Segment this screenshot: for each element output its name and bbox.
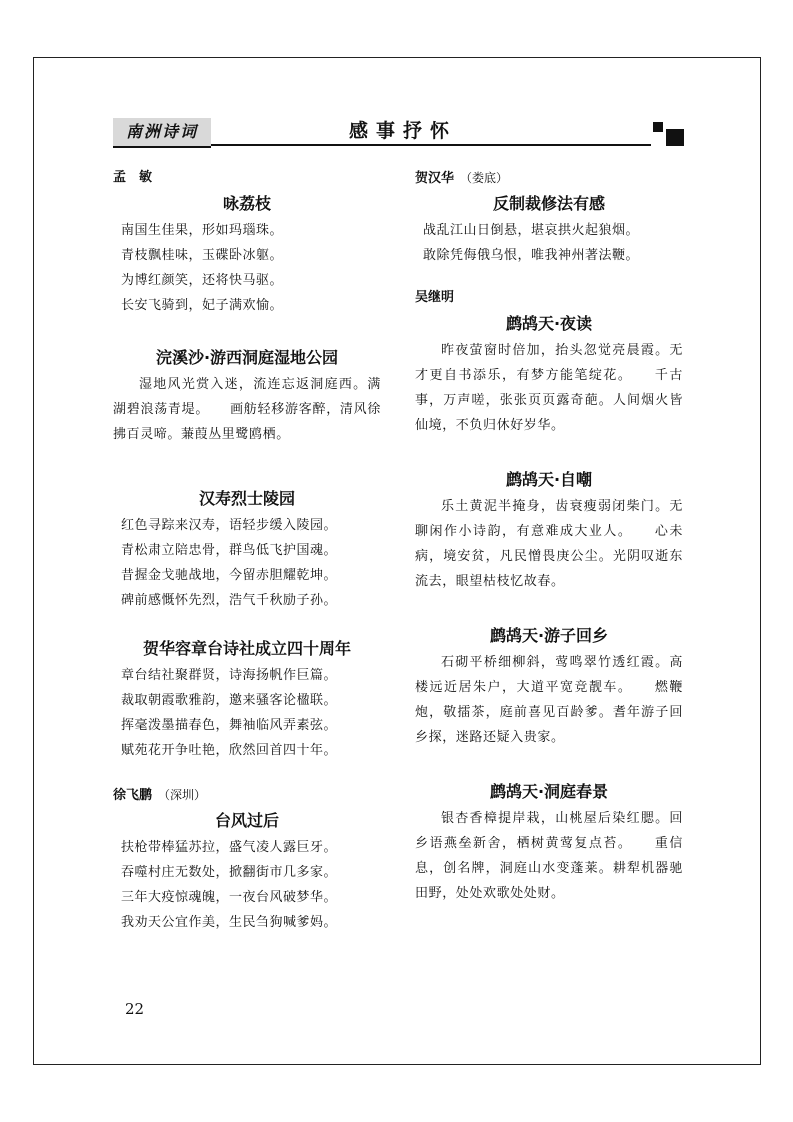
poem-body: 湿地风光赏入迷，流连忘返洞庭西。满湖碧浪荡青堤。 画舫轻移游客醉，清风徐拂百灵啼。蒹葭丛里鹭鸥栖。 — [113, 377, 381, 442]
poem-title: 贺华容章台诗社成立四十周年 — [142, 639, 351, 658]
poem-line: 三年大疫惊魂魄，一夜台风破梦华。 — [121, 890, 338, 905]
author-location: （娄底） — [460, 171, 509, 185]
page-number: 22 — [125, 1000, 145, 1018]
poem-title: 台风过后 — [214, 811, 279, 830]
poem-body: 银杏香樟提岸栽，山桃屋后染红腮。回乡语燕垒新舍，栖树黄莺复点苔。 重信息，创名牌，洞庭山水变蓬莱。耕犁机器驰田野，处处欢歌处处财。 — [415, 811, 683, 901]
poem-title: 咏荔枝 — [222, 194, 271, 213]
decor-square-small — [653, 122, 663, 132]
poem-line: 南国生佳果，形如玛瑙珠。 — [121, 223, 284, 238]
poem-title: 鹧鸪天·游子回乡 — [489, 626, 609, 645]
section-title: 感事抒怀 — [348, 120, 457, 142]
poem-line: 战乱江山日倒悬，堪哀拱火起狼烟。 — [423, 223, 640, 238]
poem-line: 章台结社聚群贤，诗海扬帆作巨篇。 — [121, 668, 338, 683]
poem-author: 徐飞鹏 （深圳） — [113, 788, 207, 803]
poem-body: 乐土黄泥半掩身，齿衰瘦弱闭柴门。无聊闲作小诗韵，有意难成大业人。 心未病，境安贫，凡民憎畏庚公尘。光阴叹逝东流去，眼望枯枝忆故春。 — [415, 499, 683, 589]
poem-line: 青枝飘桂味，玉碟卧冰躯。 — [121, 248, 284, 263]
author-location: （深圳） — [158, 788, 207, 802]
section-header — [113, 118, 683, 148]
poem-author: 贺汉华 （娄底） — [415, 171, 509, 186]
poem-line: 挥毫泼墨描春色，舞袖临风弄素弦。 — [121, 718, 338, 733]
poem-title: 浣溪沙·游西洞庭湿地公园 — [155, 348, 339, 367]
header-rule — [211, 144, 651, 146]
poem-title: 鹧鸪天·夜读 — [505, 314, 593, 333]
poem-line: 红色寻踪来汉寿，语轻步缓入陵园。 — [121, 518, 338, 533]
poem-title: 汉寿烈士陵园 — [198, 489, 295, 508]
poem-title: 鹧鸪天·洞庭春景 — [489, 782, 609, 801]
poem-author: 孟 敏 — [113, 170, 153, 185]
poem-title: 反制裁修法有感 — [492, 194, 605, 213]
poem-body: 石砌平桥细柳斜，莺鸣翠竹透红霞。高楼远近居朱户，大道平宽竞靓车。 燃鞭炮，敬擂茶，庭前喜见百龄爹。耆年游子回乡探，迷路还疑入贵家。 — [415, 655, 683, 745]
poem-body: 昨夜萤窗时倍加，抬头忽觉亮晨霞。无才更自书添乐，有梦方能笔绽花。 千古事，万声嗟，张张页页露奇葩。人间烟火皆仙境，不负归休好岁华。 — [415, 343, 683, 433]
poem-line: 赋苑花开争吐艳，欣然回首四十年。 — [121, 743, 338, 758]
poem-line: 碑前感慨怀先烈，浩气千秋励子孙。 — [121, 593, 338, 608]
left-column — [113, 160, 381, 935]
poem-author: 吴继明 — [415, 290, 455, 305]
poem-line: 我劝天公宜作美，生民刍狗喊爹妈。 — [121, 915, 338, 930]
poem-line: 昔握金戈驰战地，今留赤胆耀乾坤。 — [121, 568, 338, 583]
right-column — [415, 160, 683, 906]
poem-line: 敢除凭侮俄乌恨，唯我神州著法鞭。 — [423, 248, 640, 263]
poem-line: 裁取朝霞歌雅韵，邀来骚客论楹联。 — [121, 693, 338, 708]
poem-line: 吞噬村庄无数处，掀翻街市几多家。 — [121, 865, 338, 880]
poem-title: 鹧鸪天·自嘲 — [505, 470, 593, 489]
poem-line: 长安飞骑到，妃子满欢愉。 — [121, 298, 284, 313]
poem-line: 为博红颜笑，还将快马驱。 — [121, 273, 284, 288]
decor-square-large — [666, 129, 684, 146]
poem-line: 青松肃立陪忠骨，群鸟低飞护国魂。 — [121, 543, 338, 558]
poem-line: 扶枪带棒猛苏拉，盛气凌人露巨牙。 — [121, 840, 338, 855]
column-name: 南洲诗词 — [113, 118, 211, 148]
